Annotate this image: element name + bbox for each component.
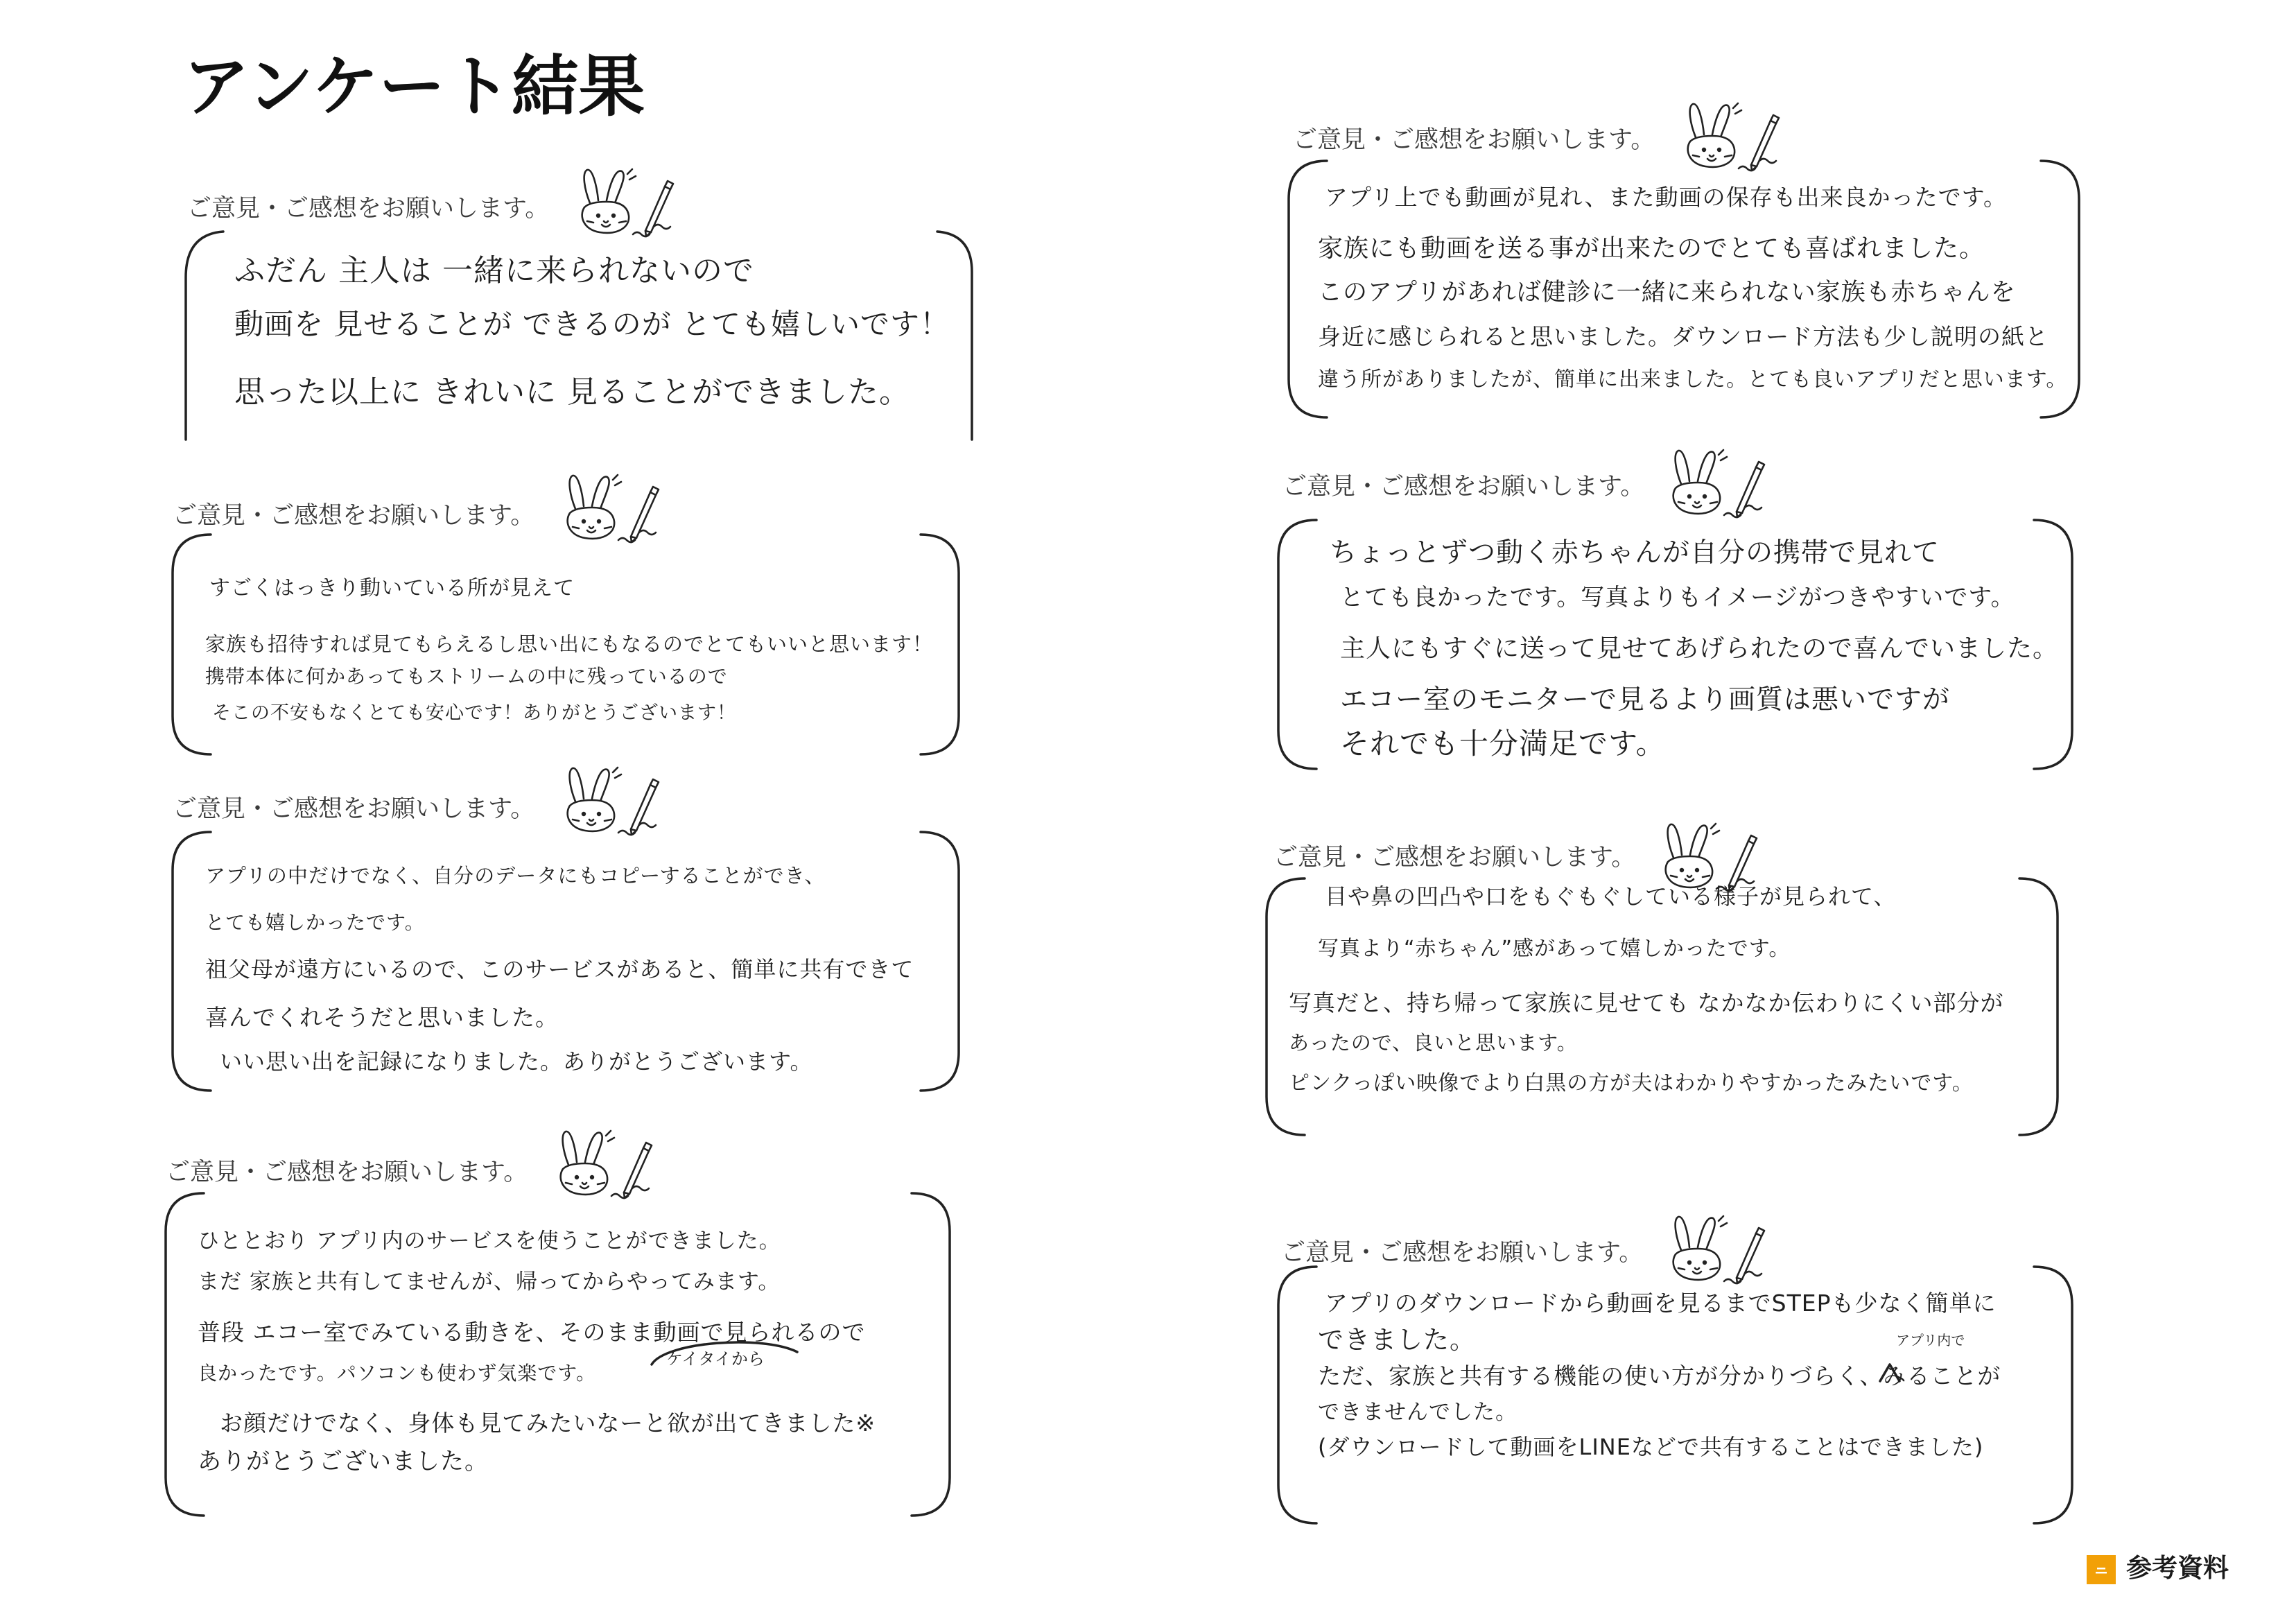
comment-line: エコー室のモニターで見るより画質は悪いですが: [1340, 684, 1951, 716]
comment-line: いい思い出を記録になりました。ありがとうございます。: [220, 1048, 813, 1075]
comment-line: 目や鼻の凹凸や口をもぐもぐしている様子が見られて、: [1325, 883, 1897, 910]
rabbit-with-pencil-icon: [564, 166, 681, 239]
comment-box-1-left-bracket: [186, 232, 223, 440]
prompt-label: ご意見・ご感想をお願いします。: [1293, 126, 1655, 153]
comment-line: 携帯本体に何かあってもストリームの中に残っているので: [205, 665, 728, 688]
comment-line: それでも十分満足です。: [1340, 727, 1666, 761]
rabbit-with-pencil-icon: [549, 471, 667, 544]
comment-line: お顔だけでなく、身体も見てみたいなーと欲が出てきました※: [220, 1410, 876, 1437]
comment-line: 主人にもすぐに送って見せてあげられたので喜んでいました。: [1340, 634, 2059, 663]
rabbit-with-pencil-icon: [1655, 1213, 1773, 1285]
comment-line: ありがとうございました。: [198, 1448, 489, 1475]
rabbit-with-pencil-icon: [542, 1127, 660, 1200]
prompt-label: ご意見・ご感想をお願いします。: [166, 1159, 528, 1186]
prompt-label: ご意見・ご感想をお願いします。: [173, 795, 535, 822]
rabbit-with-pencil-icon: [1669, 100, 1787, 173]
comment-line: アプリ上でも動画が見れ、また動画の保存も出来良かったです。: [1325, 184, 2008, 211]
comment-line: 良かったです。パソコンも使わず気楽です。: [198, 1362, 596, 1385]
comment-line: 喜んでくれそうだと思いました。: [205, 1004, 559, 1031]
document-mark-icon: [2087, 1555, 2116, 1584]
comment-line: ひととおり アプリ内のサービスを使うことができました。: [198, 1229, 781, 1254]
comment-line: あったので、良いと思います。: [1289, 1031, 1578, 1055]
comment-line: アプリの中だけでなく、自分のデータにもコピーすることができ、: [205, 864, 826, 887]
comment-line: ふだん 主人は 一緒に来られないので: [234, 253, 754, 288]
comment-line: ただ、家族と共有する機能の使い方が分かりづらく、みることが: [1318, 1362, 2001, 1389]
comment-line: ピンクっぽい映像でより白黒の方が夫はわかりやすかったみたいです。: [1289, 1071, 1974, 1095]
comment-line: とても嬉しかったです。: [205, 911, 425, 934]
comment-line: まだ 家族と共有してませんが、帰ってからやってみます。: [198, 1269, 781, 1294]
handwritten-annotation: ケイタイから: [666, 1349, 765, 1369]
orange-square-icon: [2087, 1555, 2116, 1584]
prompt-label: ご意見・ご感想をお願いします。: [173, 502, 535, 529]
comment-line: そこの不安もなくとても安心です！ありがとうございます！: [212, 702, 736, 724]
comment-line: 写真より“赤ちゃん”感があって嬉しかったです。: [1318, 937, 1791, 961]
prompt-label: ご意見・ご感想をお願いします。: [187, 195, 550, 222]
comment-line: (ダウンロードして動画をLINEなどで共有することはできました): [1318, 1434, 1984, 1460]
comment-line: このアプリがあれば健診に一緒に来られない家族も赤ちゃんを: [1318, 279, 2016, 306]
comment-line: 写真だと、持ち帰って家族に見せても なかなか伝わりにくい部分が: [1289, 989, 2004, 1016]
footer-label: 参考資料: [2126, 1553, 2229, 1583]
comment-line: アプリのダウンロードから動画を見るまでSTEPも少なく簡単に: [1325, 1290, 1997, 1317]
comment-line: すごくはっきり動いている所が見えて: [209, 576, 575, 600]
prompt-label: ご意見・ご感想をお願いします。: [1273, 844, 1636, 871]
comment-line: 普段 エコー室でみている動きを、そのまま動画で見られるので: [198, 1319, 866, 1346]
rabbit-with-pencil-icon: [1655, 447, 1773, 519]
comment-line: 家族にも動画を送る事が出来たのでとても喜ばれました。: [1318, 234, 1985, 263]
comment-line: 違う所がありましたが、簡単に出来ました。とても良いアプリだと思います。: [1318, 367, 2068, 392]
comment-line: ちょっとずつ動く赤ちゃんが自分の携帯で見れて: [1330, 537, 1940, 569]
comment-line: 思った以上に きれいに 見ることができました。: [234, 374, 910, 410]
rabbit-with-pencil-icon: [1647, 820, 1765, 893]
comment-line: とても良かったです。写真よりもイメージがつきやすいです。: [1340, 584, 2015, 612]
prompt-label: ご意見・ご感想をお願いします。: [1282, 473, 1645, 500]
comment-line: できませんでした。: [1318, 1400, 1517, 1425]
rabbit-with-pencil-icon: [549, 764, 667, 837]
handwritten-annotation: アプリ内で: [1896, 1332, 1965, 1349]
comment-line: 家族も招待すれば見てもらえるし思い出にもなるのでとてもいいと思います！: [205, 632, 934, 656]
comment-box-6-left-bracket: [1278, 520, 1316, 769]
comment-line: 祖父母が遠方にいるので、このサービスがあると、簡単に共有できて: [205, 956, 914, 982]
prompt-label: ご意見・ご感想をお願いします。: [1281, 1239, 1644, 1266]
comment-line: 身近に感じられると思いました。ダウンロード方法も少し説明の紙と: [1318, 323, 2049, 350]
comment-line: 動画を 見せることが できるのが とても嬉しいです！: [234, 307, 950, 341]
page-title: アンケート結果: [183, 48, 645, 125]
comment-box-8-left-bracket: [1278, 1267, 1316, 1523]
comment-line: できました。: [1318, 1325, 1476, 1355]
